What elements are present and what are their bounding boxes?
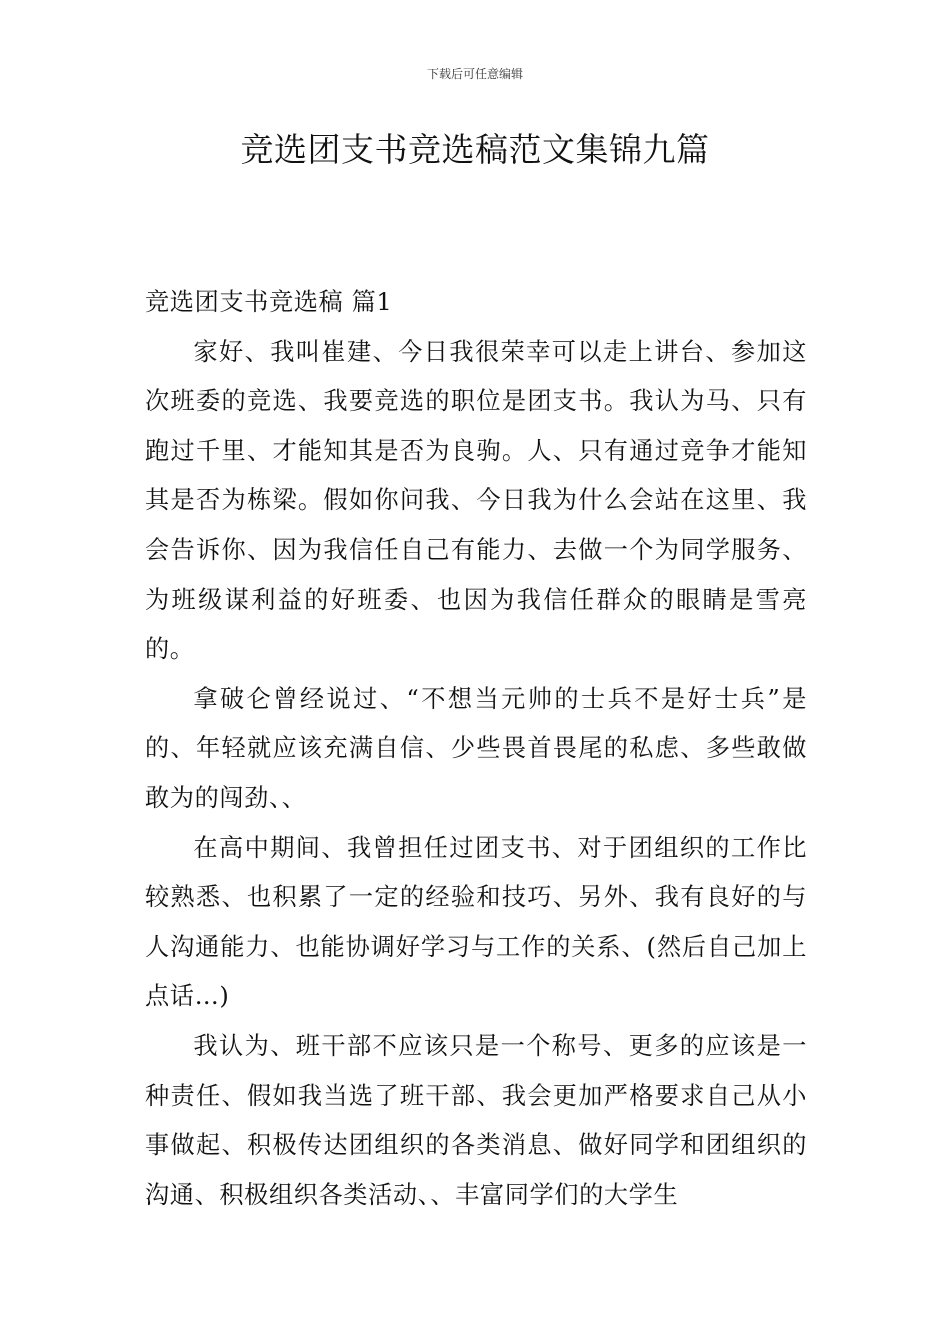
section-heading: 竞选团支书竞选稿 篇1 (145, 288, 393, 316)
paragraph: 家好、我叫崔建、今日我很荣幸可以走上讲台、参加这次班委的竞选、我要竞选的职位是团支书。我认为马、只有跑过千里、才能知其是否为良驹。人、只有通过竞争才能知其是否为栋梁。假如你问我、今日我为什么会站在这里、我会告诉你、因为我信任自己有能力、去做一个为同学服务、为班级谋利益的好班委、也因为我信任群众的眼睛是雪亮的。 (145, 337, 807, 664)
paragraph: 在高中期间、我曾担任过团支书、对于团组织的工作比较熟悉、也积累了一定的经验和技巧、另外、我有良好的与人沟通能力、也能协调好学习与工作的关系、(然后自己加上点话…) (145, 833, 807, 1011)
header-note: 下载后可任意编辑 (426, 67, 523, 81)
document-title: 竞选团支书竞选稿范文集锦九篇 (240, 130, 710, 169)
paragraph: 拿破仑曾经说过、“不想当元帅的士兵不是好士兵”是的、年轻就应该充满自信、少些畏首畏尾的私虑、多些敢做敢为的闯劲、、 (145, 684, 807, 812)
paragraph: 我认为、班干部不应该只是一个称号、更多的应该是一种责任、假如我当选了班干部、我会更加严格要求自己从小事做起、积极传达团组织的各类消息、做好同学和团组织的沟通、积极组织各类活动、、丰富同学们的大学生 (145, 1031, 807, 1209)
document-body (145, 278, 807, 1220)
